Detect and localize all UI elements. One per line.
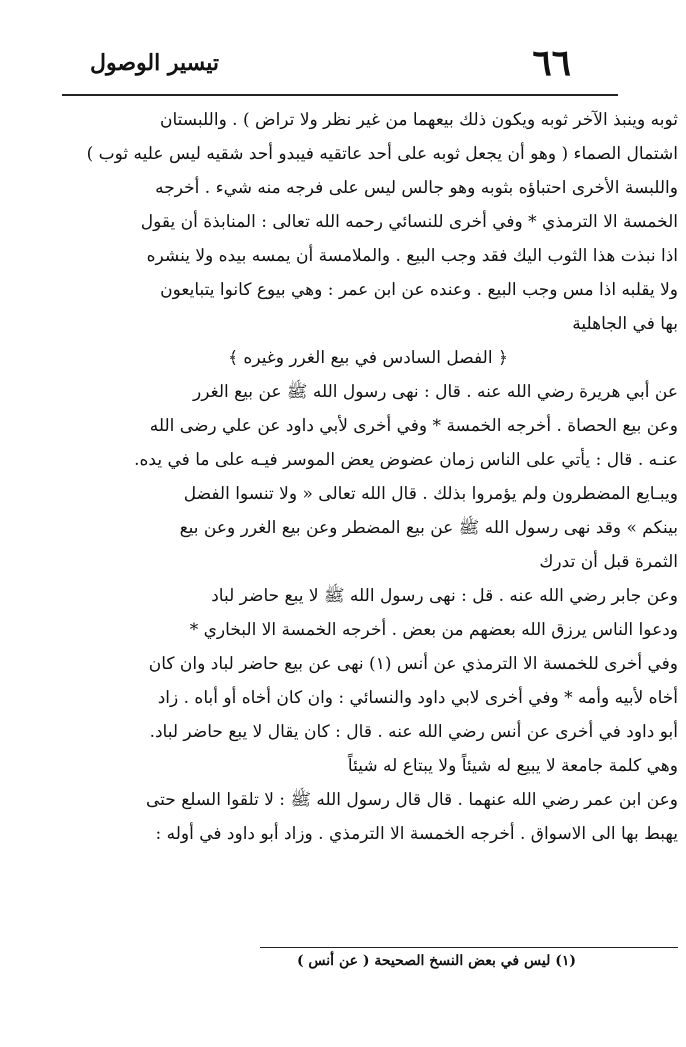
text-line: الخمسة الا الترمذي * وفي أخرى للنسائي رحمه الله تعالى : المنابذة أن يقول (140, 212, 678, 232)
text-line: وفي أخرى للخمسة الا الترمذي عن أنس (١) نهى عن بيع حاضر لباد وان كان (148, 654, 678, 674)
header-rule (62, 94, 618, 96)
text-line: اذا نبذت هذا الثوب اليك فقد وجب البيع . والملامسة أن يمسه بيده ولا ينشره (146, 246, 678, 266)
running-title: تيسير الوصول (90, 50, 220, 76)
text-line: يهبط بها الى الاسواق . أخرجه الخمسة الا الترمذي . وزاد أبو داود في أوله : (155, 824, 678, 844)
text-line: أخاه لأبيه وأمه * وفي أخرى لابي داود والنسائي : وان كان أخاه أو أباه . زاد (157, 688, 678, 708)
page-number: ٦٦ (532, 42, 571, 84)
footnote-rule (260, 947, 678, 948)
text-line: ودعوا الناس يرزق الله بعضهم من بعض . أخرجه الخمسة الا البخاري * (189, 620, 678, 640)
text-line: عنـه . قال : يأتي على الناس زمان عضوض يعض الموسر فيـه على ما في يده. (134, 450, 678, 470)
text-line: وعن ابن عمر رضي الله عنهما . قال قال رسول الله ﷺ : لا تلقوا السلع حتى (145, 790, 678, 810)
body-text (58, 103, 678, 851)
text-line: ثوبه وينبذ الآخر ثوبه ويكون ذلك بيعهما من غير نظر ولا تراض ) . واللبستان (159, 110, 678, 130)
text-line: وعن بيع الحصاة . أخرجه الخمسة * وفي أخرى لأبي داود عن علي رضى الله (149, 416, 678, 436)
footnote: (١) ليس في بعض النسخ الصحيحة ( عن أنس ) (296, 953, 576, 969)
text-line: بينكم » وقد نهى رسول الله ﷺ عن بيع المضطر وعن بيع الغرر وعن بيع (179, 518, 678, 538)
text-line: اشتمال الصماء ( وهو أن يجعل ثوبه على أحد عاتقيه فيبدو أحد شقيه ليس عليه ثوب ) (86, 144, 678, 164)
text-line: ولا يقلبه اذا مس وجب البيع . وعنده عن ابن عمر : وهي بيوع كانوا يتبايعون (160, 280, 678, 300)
section-heading: ﴿ الفصل السادس في بيع الغرر وغيره ﴾ (228, 348, 508, 368)
text-line: وعن جابر رضي الله عنه . قل : نهى رسول الله ﷺ لا يبع حاضر لباد (211, 586, 678, 606)
text-line: بها في الجاهلية (572, 314, 678, 334)
text-line: عن أبي هريرة رضي الله عنه . قال : نهى رسول الله ﷺ عن بيع الغرر (193, 382, 678, 402)
text-line: وهي كلمة جامعة لا يبيع له شيئاً ولا يبتاع له شيئاً (347, 756, 678, 776)
text-line: أبو داود في أخرى عن أنس رضي الله عنه . قال : كان يقال لا يبع حاضر لباد. (149, 722, 678, 742)
text-line: ويبـايع المضطرون ولم يؤمروا بذلك . قال الله تعالى « ولا تنسوا الفضل (183, 484, 678, 504)
text-line: الثمرة قبل أن تدرك (539, 552, 678, 572)
page-header (90, 38, 571, 88)
text-line: واللبسة الأخرى احتباؤه بثوبه وهو جالس ليس على فرجه منه شيء . أخرجه (155, 178, 678, 198)
